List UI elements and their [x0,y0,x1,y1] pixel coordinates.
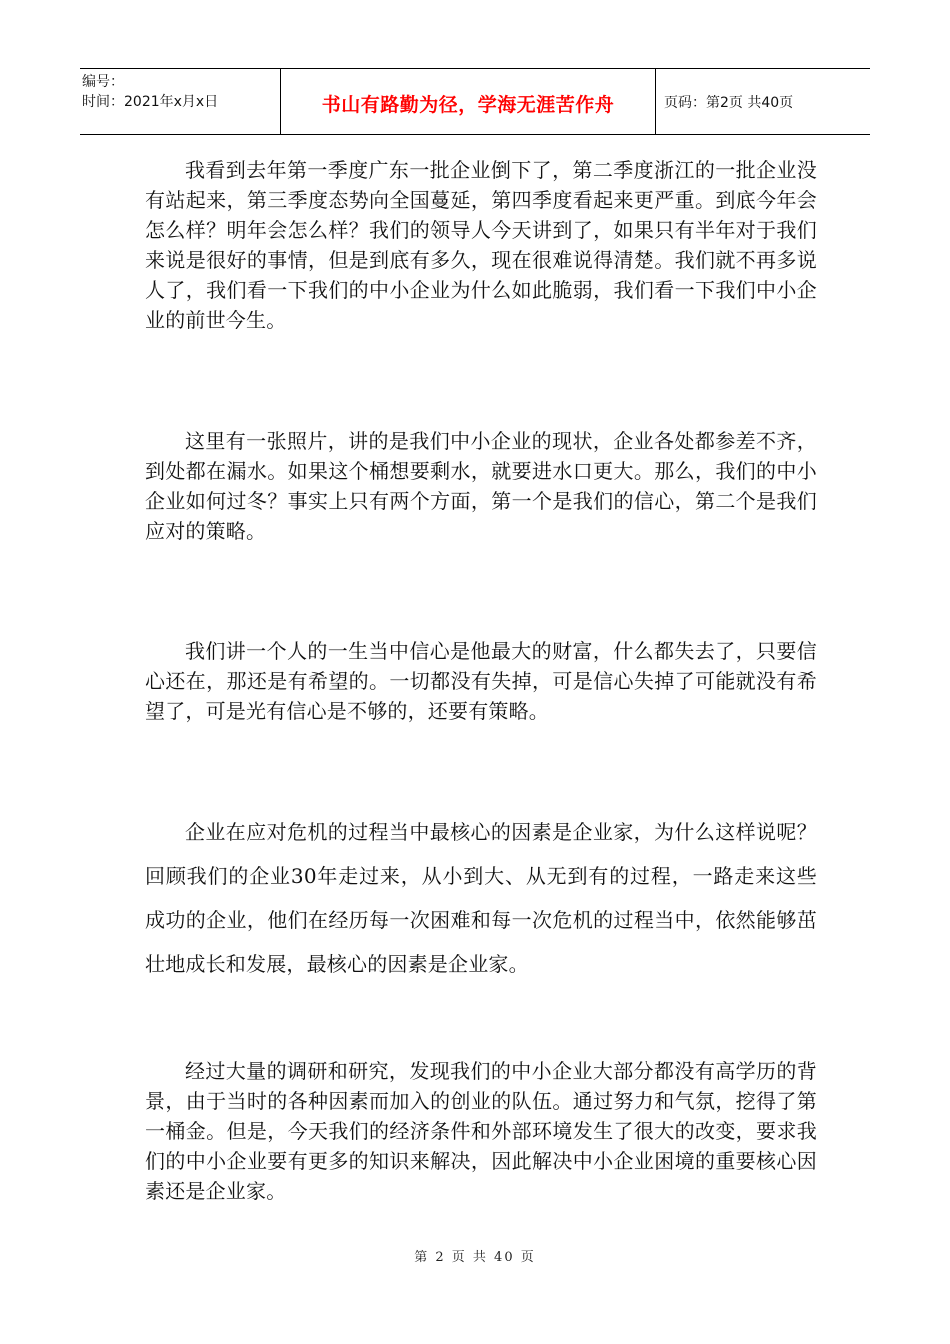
document-body [145,155,817,1206]
serial-number-label: 编号： [82,74,124,90]
paragraph-5: 经过大量的调研和研究，发现我们的中小企业大部分都没有高学历的背景，由于当时的各种因素而加入的创业的队伍。通过努力和气氛，挖得了第一桶金。但是，今天我们的经济条件和外部环境发生了很大的改变，要求我们的中小企业要有更多的知识来解决，因此解决中小企业困境的重要核心因素还是企业家。 [145,1059,817,1203]
paragraph-1: 我看到去年第一季度广东一批企业倒下了，第二季度浙江的一批企业没有站起来，第三季度态势向全国蔓延，第四季度看起来更严重。到底今年会怎么样？明年会怎么样？我们的领导人今天讲到了，如果只有半年对于我们来说是很好的事情，但是到底有多久，现在很难说得清楚。我们就不再多说人了，我们看一下我们的中小企业为什么如此脆弱，我们看一下我们中小企业的前世今生。 [145,158,817,332]
motto-text: 书山有路勤为径，学海无涯苦作舟 [321,94,615,116]
page-info-text: 页码：第2页 共40页 [664,94,794,111]
header-page-cell [656,69,870,134]
date-label: 时间：2021年x月x日 [82,94,219,110]
paragraph-2: 这里有一张照片，讲的是我们中小企业的现状，企业各处都参差不齐，到处都在漏水。如果这个桶想要剩水，就要进水口更大。那么，我们的中小企业如何过冬？事实上只有两个方面，第一个是我们的信心，第二个是我们应对的策略。 [145,429,817,543]
page-footer: 第 2 页 共 40 页 [414,1250,536,1265]
page-header [80,68,870,135]
header-motto-cell [281,69,656,134]
header-meta-cell [80,69,281,134]
paragraph-3: 我们讲一个人的一生当中信心是他最大的财富，什么都失去了，只要信心还在，那还是有希望的。一切都没有失掉，可是信心失掉了可能就没有希望了，可是光有信心是不够的，还要有策略。 [145,639,817,723]
paragraph-4: 企业在应对危机的过程当中最核心的因素是企业家，为什么这样说呢？回顾我们的企业30年走过来，从小到大、从无到有的过程，一路走来这些成功的企业，他们在经历每一次困难和每一次危机的过程当中，依然能够茁壮地成长和发展，最核心的因素是企业家。 [145,820,817,976]
